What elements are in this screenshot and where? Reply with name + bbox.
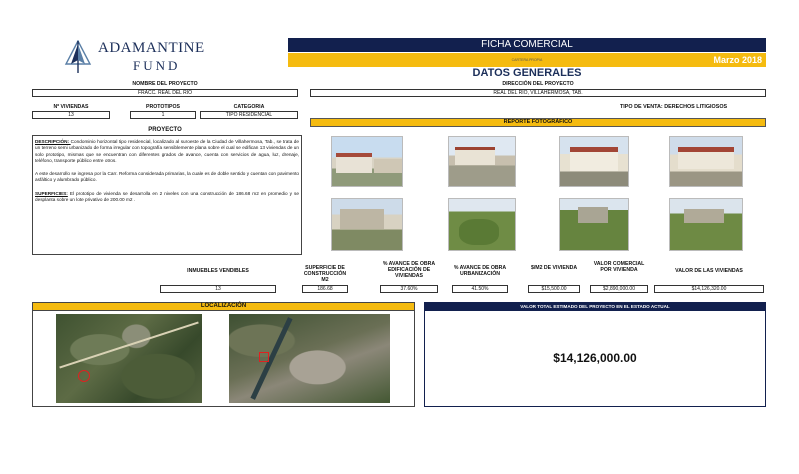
photo-4 — [669, 136, 743, 187]
project-address-label: DIRECCIÓN DEL PROYECTO — [502, 81, 574, 87]
avance-obra-value: 37.60% — [380, 285, 438, 293]
logo — [58, 38, 208, 78]
photo-2 — [448, 136, 516, 187]
photo-8-structure — [684, 209, 724, 223]
photo-1-house — [336, 153, 372, 173]
photo-5 — [331, 198, 403, 251]
map-left-marker — [78, 370, 90, 382]
m2-label: $/M2 DE VIVIENDA — [530, 265, 578, 271]
photo-3 — [559, 136, 629, 187]
surf-text: El prototipo de vivienda se desarrolla en 2 niveles con una construcción de 186.68 m2 en promedio y se desplanta sobre un lote privativo de 200.00 m2 . — [35, 190, 299, 203]
categoria-value: TIPO RESIDENCIAL — [200, 111, 298, 119]
proyecto-surfaces — [35, 191, 299, 204]
m2-value: $15,500.00 — [528, 285, 580, 293]
valor-total-bar — [424, 302, 766, 311]
map-left-road — [59, 321, 198, 368]
sale-type: TIPO DE VENTA: DERECHOS LITIGIOSOS — [620, 104, 728, 110]
localizacion-bar — [32, 302, 415, 311]
photo-4-house — [678, 147, 734, 169]
header-title-bar — [288, 38, 766, 52]
desc-label: DESCRIPCIÓN: — [35, 139, 71, 144]
photo-1 — [331, 136, 403, 187]
categoria-label: CATEGORIA — [233, 104, 265, 110]
proyecto-access: A este desarrollo se ingresa por la Carr. Reforma considerada primarias, la cuale es de doble sentido y cuentan con pavimento asfáltico y alumbrado público. — [35, 171, 299, 183]
valor-viviendas-value: $14,126,320.00 — [654, 285, 764, 293]
map-left — [56, 314, 202, 403]
valor-viviendas-label: VALOR DE LAS VIVIENDAS — [675, 268, 743, 274]
logo-line1: ADAMANTINE — [98, 40, 205, 56]
photo-6 — [448, 198, 516, 251]
viviendas-value: 13 — [32, 111, 110, 119]
logo-line2: FUND — [133, 58, 181, 73]
map-right — [229, 314, 390, 403]
valor-total-title: VALOR TOTAL ESTIMADO DEL PROYECTO EN EL ESTADO ACTUAL — [520, 304, 670, 309]
superficie-value: 186.68 — [302, 285, 348, 293]
photo-7 — [559, 198, 629, 251]
valor-value: $2,890,000.00 — [590, 285, 648, 293]
localizacion-title: LOCALIZACIÓN — [200, 303, 247, 309]
photo-5-house — [340, 209, 384, 229]
avance-urb-label: % AVANCE DE OBRA URBANIZACIÓN — [453, 265, 507, 277]
proyecto-text-box — [32, 135, 302, 255]
map-right-marker — [259, 352, 269, 362]
photo-7-structure — [578, 207, 608, 223]
avance-urb-value: 41.50% — [452, 285, 508, 293]
surf-label: SUPERFICIES: — [35, 190, 68, 196]
header-subtitle: CARTERA PROPIA — [511, 58, 543, 62]
viviendas-label: Nº VIVIENDAS — [53, 104, 89, 110]
valor-total-value: $14,126,000.00 — [553, 351, 637, 365]
photo-report-bar — [310, 118, 766, 127]
logo-mark-icon — [62, 40, 94, 74]
prototipos-label: PROTOTIPOS — [146, 104, 180, 110]
photo-6-foliage — [459, 219, 499, 245]
photo-8 — [669, 198, 743, 251]
project-address-value: REAL DEL RIO, VILLAHERMOSA, TAB. — [310, 89, 766, 97]
prototipos-value: 1 — [130, 111, 196, 119]
photo-1-wall — [374, 159, 402, 173]
valor-label: VALOR COMERCIAL POR VIVIENDA — [593, 261, 645, 273]
project-name-value: FRACC. REAL DEL RIO — [32, 89, 298, 97]
superficie-label: SUPERFICIE DE CONSTRUCCIÓN M2 — [303, 265, 347, 283]
inmuebles-value: 13 — [160, 285, 276, 293]
valor-total-box — [424, 311, 766, 407]
inmuebles-label: INMUEBLES VENDIBLES — [187, 268, 249, 274]
header-title: FICHA COMERCIAL — [481, 39, 573, 50]
header-date: Marzo 2018 — [713, 55, 762, 65]
section-title: DATOS GENERALES — [472, 67, 582, 79]
photo-report-title: REPORTE FOTOGRÁFICO — [503, 119, 573, 125]
proyecto-description — [35, 139, 299, 164]
photo-3-house — [570, 147, 618, 171]
desc-text: Condominio horizontal tipo residencial, localizado al suroeste de la Ciudad de Villahermosa, Tab., se trata de un terreno semi urbanizado de forma irregular con topografía sensiblemente plana sobre el cual se edifican 13 viviendas de un solo prototipo, mismas que se encuentran con diferentes grados de avance, cuenta con servicios de agua, luz, drenaje, teléfono, transporte público entre otros. — [35, 139, 300, 163]
avance-obra-label: % AVANCE DE OBRA EDIFICACIÓN DE VIVIENDAS — [382, 261, 436, 279]
header-gold-bar — [288, 53, 766, 67]
photo-2-house — [455, 147, 495, 165]
proyecto-title: PROYECTO — [148, 127, 182, 133]
map-right-river — [250, 317, 292, 400]
project-name-label: NOMBRE DEL PROYECTO — [132, 81, 198, 87]
